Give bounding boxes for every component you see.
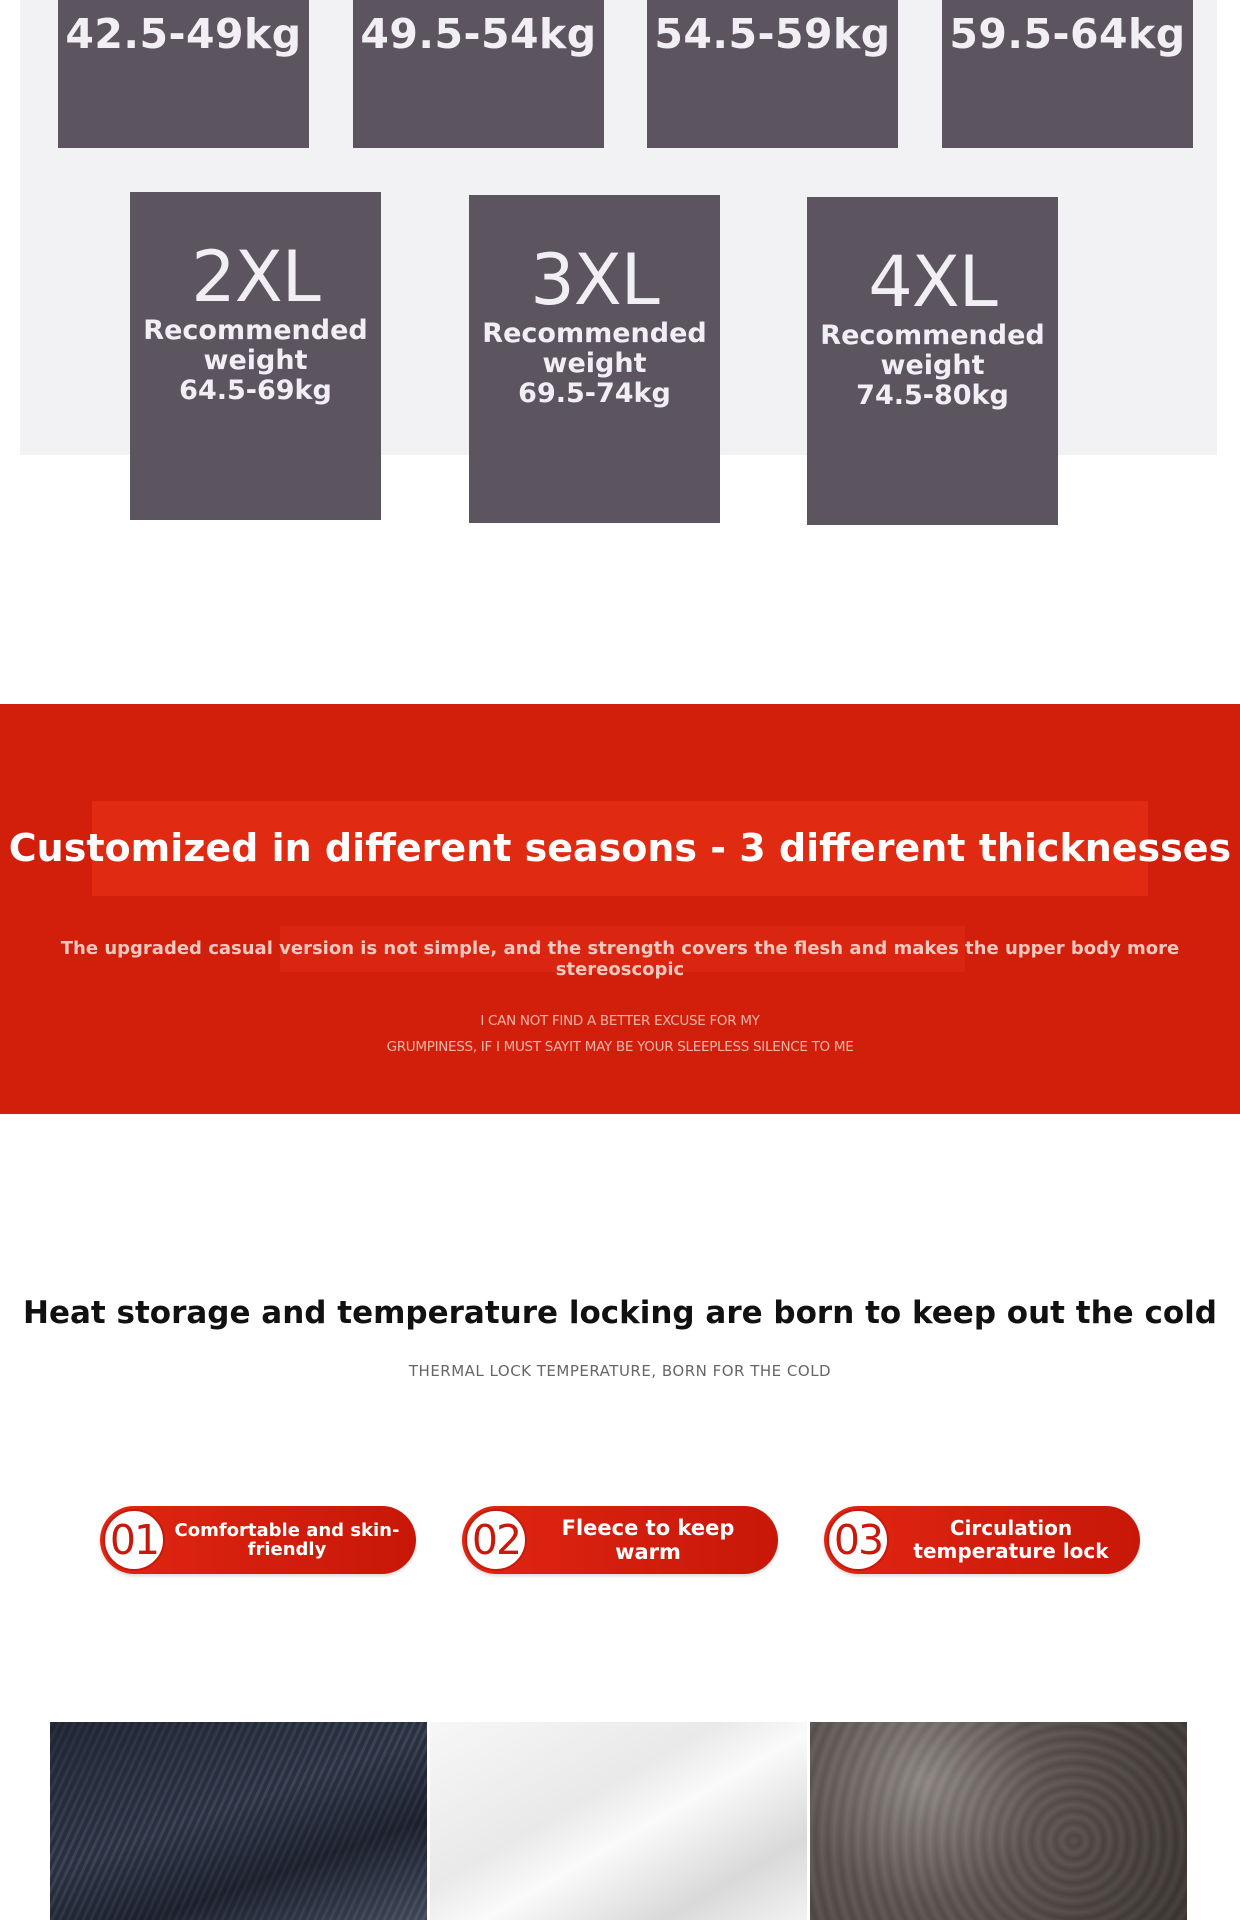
weight-range: 74.5-80kg — [856, 380, 1009, 411]
weight-range: 69.5-74kg — [518, 378, 671, 409]
size-card-top-2 — [353, 0, 604, 148]
size-card-4xl — [807, 197, 1058, 525]
feature-pill-2 — [462, 1506, 778, 1574]
feature-pill-1 — [100, 1506, 416, 1574]
size-card-top-4 — [942, 0, 1193, 148]
feature-label: Fleece to keep warm — [561, 1516, 735, 1564]
banner-subtitle: The upgraded casual version is not simple, and the strength covers the flesh and makes the upper body more stereoscopic — [60, 938, 1180, 980]
recommended-label: Recommended — [482, 318, 707, 349]
size-label: 2XL — [191, 236, 320, 318]
feature-number: 02 — [465, 1509, 527, 1571]
weight-range: 42.5-49kg — [65, 10, 302, 58]
banner-small-line: GRUMPINESS, IF I MUST SAYIT MAY BE YOUR SLEEPLESS SILENCE TO ME — [386, 1039, 854, 1055]
feature-label: Comfortable and skin-friendly — [174, 1520, 400, 1560]
heat-section-title: Heat storage and temperature locking are born to keep out the cold — [23, 1295, 1217, 1331]
feature-number: 03 — [827, 1509, 889, 1571]
size-label: 4XL — [868, 241, 997, 323]
recommended-label: Recommended — [820, 320, 1045, 351]
weight-range: 59.5-64kg — [949, 10, 1186, 58]
fabric-shading — [50, 1722, 427, 1920]
weight-label: weight — [880, 350, 985, 381]
size-card-3xl — [469, 195, 720, 523]
feature-number: 01 — [103, 1509, 165, 1571]
weight-label: weight — [542, 348, 647, 379]
weight-range: 54.5-59kg — [654, 10, 891, 58]
weight-range: 49.5-54kg — [360, 10, 597, 58]
weight-label: weight — [203, 345, 308, 376]
size-card-top-3 — [647, 0, 898, 148]
banner-small-line: I CAN NOT FIND A BETTER EXCUSE FOR MY — [480, 1013, 760, 1029]
banner-small-text — [0, 1008, 1240, 1060]
fabric-shading — [810, 1722, 1187, 1920]
size-label: 3XL — [530, 239, 659, 321]
size-card-top-1 — [58, 0, 309, 148]
corduroy-fabric-image — [50, 1722, 427, 1920]
size-card-2xl — [130, 192, 381, 520]
banner-title: Customized in different seasons - 3 different thicknesses — [8, 826, 1232, 870]
feature-pill-3 — [824, 1506, 1140, 1574]
recommended-label: Recommended — [143, 315, 368, 346]
heat-section-subtitle: THERMAL LOCK TEMPERATURE, BORN FOR THE COLD — [408, 1362, 832, 1380]
white-fabric-image — [430, 1722, 807, 1920]
feature-label: Circulation temperature lock — [913, 1516, 1109, 1563]
fleece-fabric-image — [810, 1722, 1187, 1920]
weight-range: 64.5-69kg — [179, 375, 332, 406]
